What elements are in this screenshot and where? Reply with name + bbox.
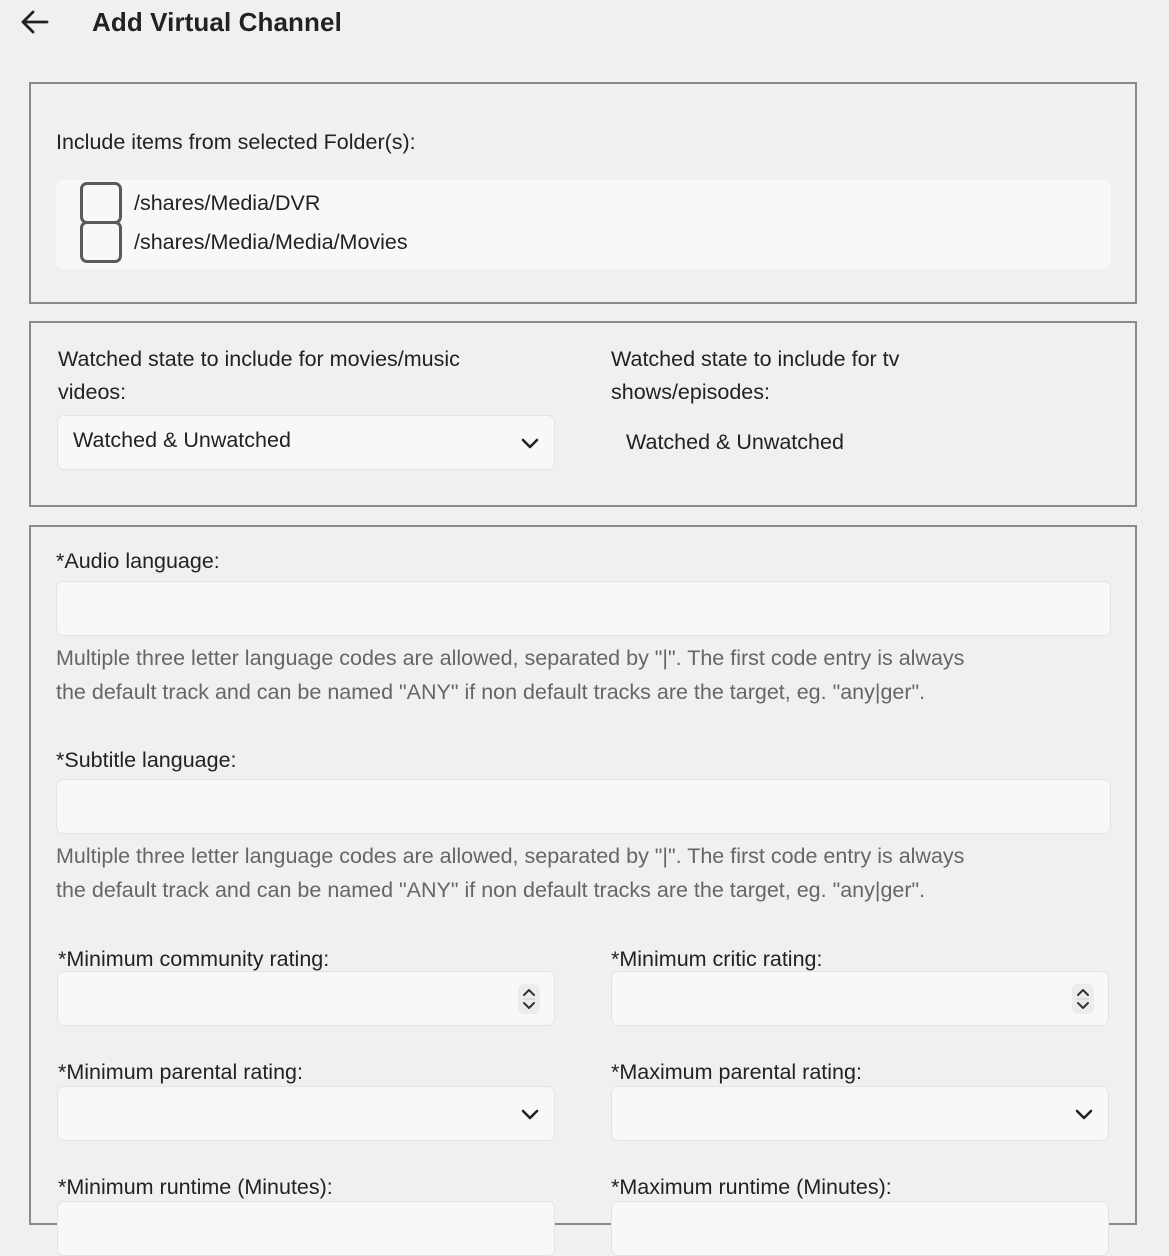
folder-checkbox-dvr[interactable]	[80, 182, 122, 224]
min-runtime-input[interactable]	[57, 1201, 555, 1256]
arrow-left-icon	[19, 9, 49, 35]
filters-panel	[29, 525, 1137, 1225]
min-runtime-label: *Minimum runtime (Minutes):	[58, 1175, 333, 1199]
movies-watched-value: Watched & Unwatched	[73, 428, 291, 452]
movies-watched-label-line2: videos:	[58, 380, 127, 404]
movies-watched-label	[58, 343, 460, 409]
min-critic-rating-input[interactable]	[611, 971, 1109, 1026]
subtitle-help-line2: the default track and can be named "ANY" if non default tracks are the target, eg. "any|ger".	[56, 878, 926, 902]
subtitle-language-help	[56, 839, 964, 907]
movies-watched-select[interactable]	[57, 415, 555, 470]
subtitle-language-label: *Subtitle language:	[56, 748, 237, 772]
min-parental-rating-select[interactable]	[57, 1086, 555, 1141]
audio-help-line1: Multiple three letter language codes are allowed, separated by "|". The first code entry is always	[56, 646, 965, 670]
page-title: Add Virtual Channel	[92, 7, 342, 37]
audio-language-help	[56, 641, 964, 709]
max-parental-rating-select[interactable]	[611, 1086, 1109, 1141]
min-community-rating-input[interactable]	[57, 971, 555, 1026]
max-parental-rating-label: *Maximum parental rating:	[611, 1060, 862, 1084]
audio-language-label: *Audio language:	[56, 549, 220, 573]
stepper-up-down-icon	[518, 984, 540, 1014]
chevron-down-icon	[1074, 1104, 1094, 1124]
chevron-down-icon	[520, 1104, 540, 1124]
min-critic-rating-label: *Minimum critic rating:	[611, 947, 823, 971]
back-button[interactable]	[18, 6, 50, 38]
audio-language-input[interactable]	[56, 581, 1111, 636]
subtitle-language-input[interactable]	[56, 779, 1111, 834]
tv-watched-value: Watched & Unwatched	[626, 430, 844, 454]
min-parental-rating-label: *Minimum parental rating:	[58, 1060, 303, 1084]
tv-watched-label	[611, 343, 899, 409]
folders-panel	[29, 82, 1137, 304]
page-header	[0, 0, 1169, 48]
movies-watched-label-line1: Watched state to include for movies/music	[58, 347, 460, 371]
min-community-rating-label: *Minimum community rating:	[58, 947, 330, 971]
folder-item-dvr[interactable]	[80, 183, 320, 223]
folder-label: /shares/Media/DVR	[134, 190, 321, 215]
watched-state-panel	[29, 321, 1137, 507]
tv-watched-label-line2: shows/episodes:	[611, 380, 770, 404]
folder-label: /shares/Media/Media/Movies	[134, 229, 408, 254]
folders-label: Include items from selected Folder(s):	[56, 130, 416, 154]
stepper-up-down-icon	[1072, 984, 1094, 1014]
folder-item-movies[interactable]	[80, 222, 408, 262]
folder-list	[56, 180, 1111, 269]
audio-help-line2: the default track and can be named "ANY" if non default tracks are the target, eg. "any|ger".	[56, 680, 926, 704]
subtitle-help-line1: Multiple three letter language codes are allowed, separated by "|". The first code entry is always	[56, 844, 965, 868]
number-stepper[interactable]	[1072, 984, 1094, 1014]
number-stepper[interactable]	[518, 984, 540, 1014]
tv-watched-label-line1: Watched state to include for tv	[611, 347, 900, 371]
chevron-down-icon	[520, 433, 540, 453]
max-runtime-label: *Maximum runtime (Minutes):	[611, 1175, 892, 1199]
max-runtime-input[interactable]	[611, 1201, 1109, 1256]
folder-checkbox-movies[interactable]	[80, 221, 122, 263]
